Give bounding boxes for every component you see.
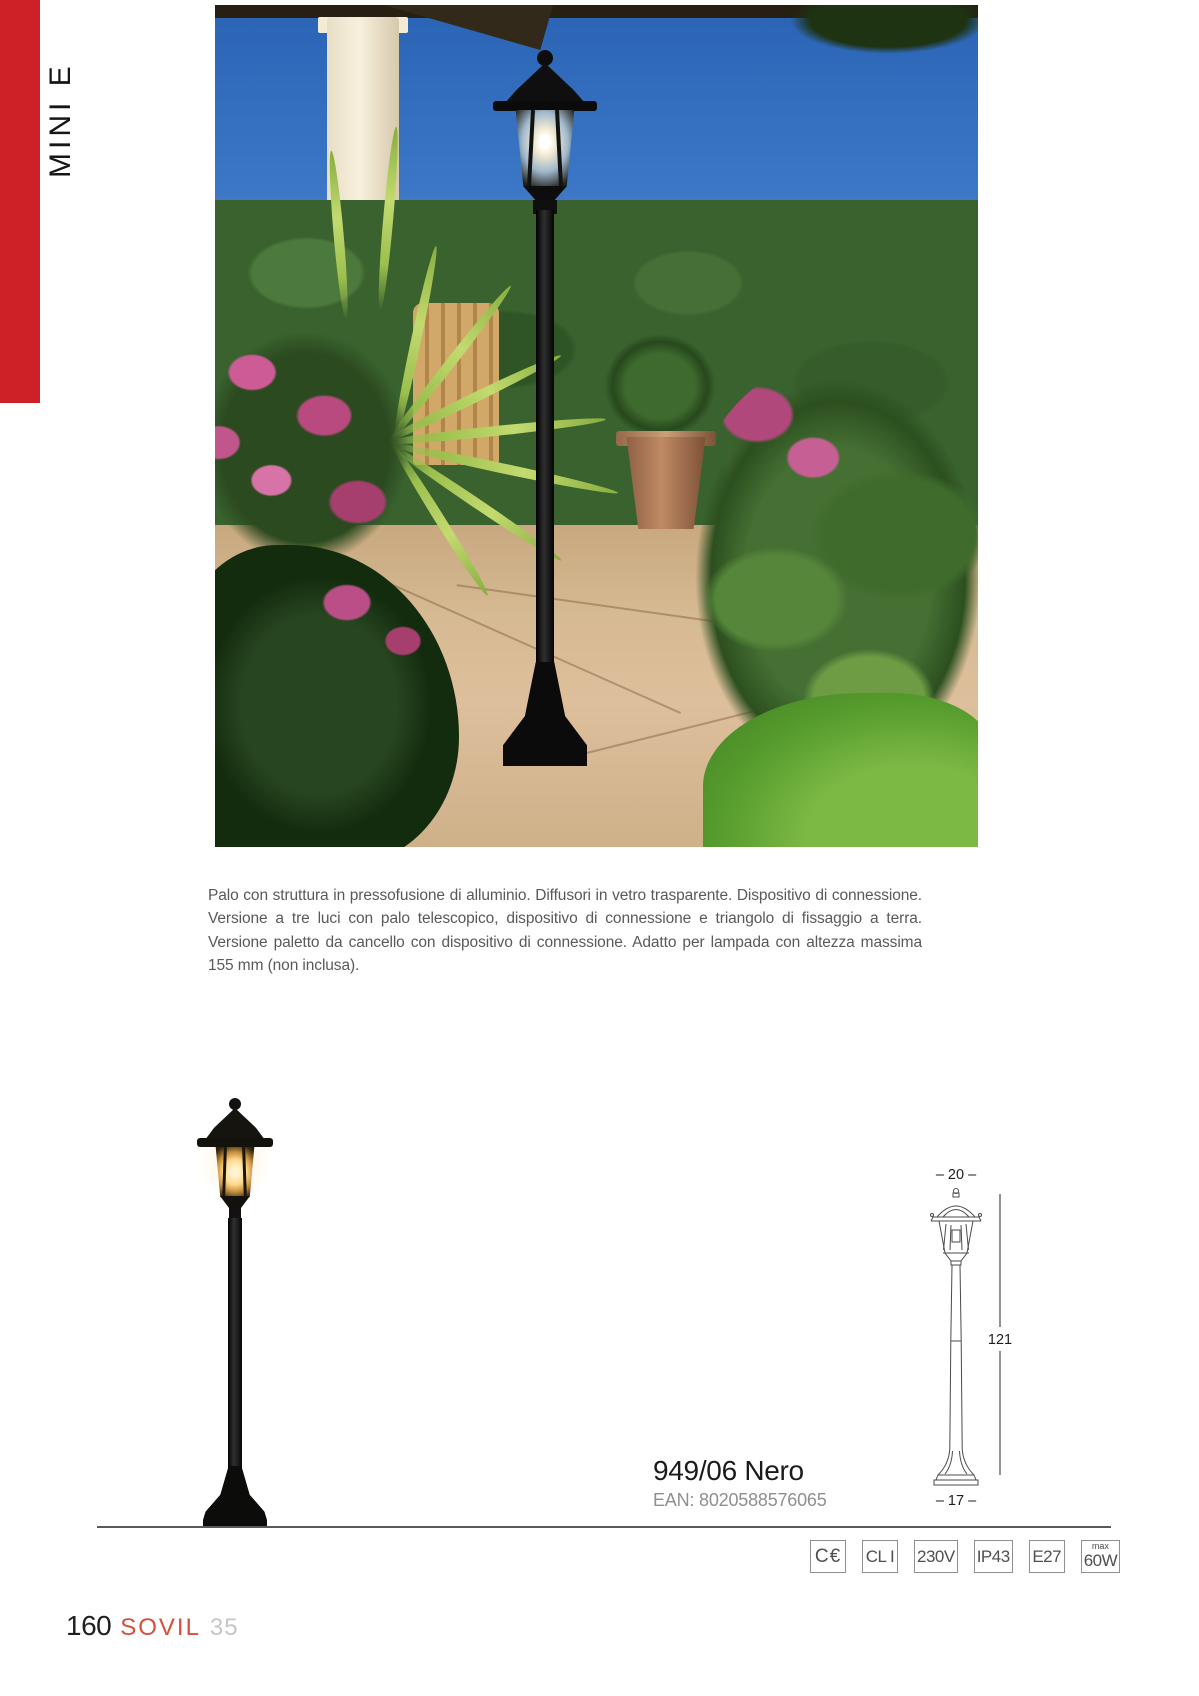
badge-voltage: 230V	[914, 1540, 958, 1573]
lamp-roof	[505, 63, 585, 103]
badge-ip-rating: IP43	[974, 1540, 1013, 1573]
badge-max-wattage-prefix: max	[1091, 1541, 1109, 1551]
certification-badges	[810, 1540, 1120, 1573]
product-photo-lamp	[163, 1098, 308, 1528]
potted-plant	[597, 327, 723, 445]
lamp-pole	[228, 1218, 242, 1468]
page-footer	[66, 1610, 239, 1642]
badge-ce-mark: C€	[810, 1540, 846, 1573]
main-photo-garden-scene	[215, 5, 978, 847]
divider-line	[97, 1526, 1111, 1528]
badge-max-wattage	[1081, 1540, 1120, 1573]
edition-number: 35	[209, 1614, 239, 1641]
product-description: Palo con struttura in pressofusione di alluminio. Diffusori in vetro trasparente. Dispositivo di connessione. Versione a tre luci con palo telescopico, dispositivo di connessione e triangolo di fissaggio a terra. Versione paletto da cancello con dispositivo di connessione. Adatto per lampada con altezza massima 155 mm (non inclusa).	[208, 887, 922, 974]
brand-name: SOVIL	[120, 1614, 201, 1641]
lamp-pole	[536, 210, 554, 668]
dimension-width-top: – 20 –	[935, 1167, 977, 1183]
lamp-skirt	[523, 186, 567, 200]
garden-lamp-post	[485, 50, 605, 770]
series-title: MINI E	[44, 62, 77, 178]
dimension-width-base: – 17 –	[935, 1493, 977, 1509]
badge-insulation-class: CL I	[862, 1540, 898, 1573]
pink-flower-bush	[215, 313, 425, 583]
technical-drawing	[893, 1158, 1025, 1518]
product-ean: EAN: 8020588576065	[653, 1490, 827, 1510]
lamp-glass-diffuser	[511, 110, 579, 186]
lamp-brim	[197, 1138, 273, 1147]
product-code: 949/06 Nero	[653, 1455, 804, 1486]
lamp-base	[203, 1466, 267, 1526]
badge-socket-type: E27	[1029, 1540, 1065, 1573]
lamp-base	[503, 662, 587, 766]
lamp-brim	[493, 101, 597, 111]
red-accent-bar	[0, 0, 40, 403]
badge-max-wattage-value: 60W	[1083, 1551, 1118, 1570]
page-number: 160	[66, 1610, 112, 1641]
dimension-height: 121	[987, 1332, 1013, 1348]
drawing-lamp-outline	[931, 1189, 982, 1486]
